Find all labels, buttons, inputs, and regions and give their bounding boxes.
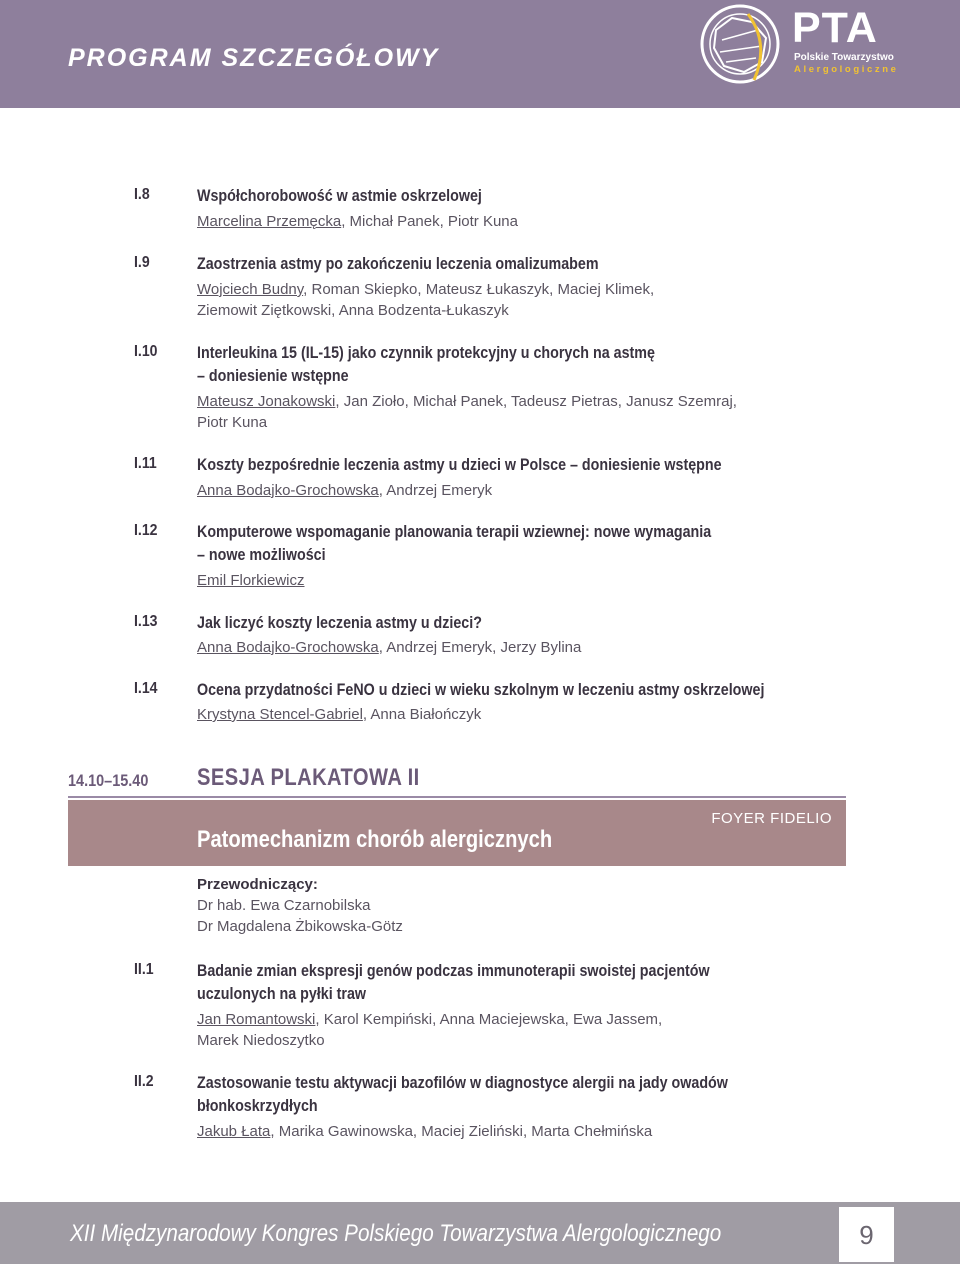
page-header bbox=[0, 0, 960, 108]
item-title: Ocena przydatności FeNO u dzieci w wieku szkolnym w leczeniu astmy oskrzelowej bbox=[197, 680, 765, 699]
footer-text: XII Międzynarodowy Kongres Polskiego Towarzystwa Alergologicznego bbox=[70, 1220, 722, 1247]
session-time: 14.10–15.40 bbox=[68, 771, 149, 790]
item-number: I.14 bbox=[134, 680, 158, 697]
item-authors: Anna Bodajko-Grochowska, Andrzej Emeryk bbox=[197, 482, 493, 499]
item-title: Jak liczyć koszty leczenia astmy u dzieci? bbox=[197, 613, 482, 632]
item-authors: Wojciech Budny, Roman Skiepko, Mateusz Łukaszyk, Maciej Klimek, Ziemowit Ziętkowski, Anna Bodzenta-Łukaszyk bbox=[197, 281, 655, 319]
item-title: Zaostrzenia astmy po zakończeniu leczenia omalizumabem bbox=[197, 254, 599, 273]
logo-abbr: PTA bbox=[792, 4, 878, 52]
item-authors: Anna Bodajko-Grochowska, Andrzej Emeryk, Jerzy Bylina bbox=[197, 639, 582, 656]
first-author: Anna Bodajko-Grochowska bbox=[197, 482, 379, 499]
chair-label: Przewodniczący: bbox=[197, 876, 318, 893]
pta-logo bbox=[696, 0, 906, 100]
item-number: I.11 bbox=[134, 455, 157, 472]
item-authors: Marcelina Przemęcka, Michał Panek, Piotr Kuna bbox=[197, 213, 518, 230]
item-title: Badanie zmian ekspresji genów podczas immunoterapii swoistej pacjentów uczulonych na pyłki traw bbox=[197, 961, 710, 1003]
item-authors: Mateusz Jonakowski, Jan Zioło, Michał Panek, Tadeusz Pietras, Janusz Szemraj, Piotr Kuna bbox=[197, 393, 737, 431]
item-number: I.12 bbox=[134, 522, 158, 539]
item-authors: Jakub Łata, Marika Gawinowska, Maciej Zieliński, Marta Chełmińska bbox=[197, 1123, 653, 1140]
page-number: 9 bbox=[859, 1220, 874, 1250]
item-authors: Jan Romantowski, Karol Kempiński, Anna Maciejewska, Ewa Jassem, Marek Niedoszytko bbox=[197, 1011, 663, 1049]
first-author: Emil Florkiewicz bbox=[197, 572, 305, 589]
pta-emblem-icon bbox=[696, 0, 784, 96]
first-author: Wojciech Budny bbox=[197, 281, 304, 298]
chair-name: Dr hab. Ewa Czarnobilska bbox=[197, 897, 371, 914]
page-footer bbox=[0, 1202, 960, 1264]
chair-name: Dr Magdalena Żbikowska-Götz bbox=[197, 918, 403, 935]
session-room: FOYER FIDELIO bbox=[711, 810, 832, 827]
item-title: Koszty bezpośrednie leczenia astmy u dzieci w Polsce – doniesienie wstępne bbox=[197, 455, 722, 474]
page-title: PROGRAM SZCZEGÓŁOWY bbox=[68, 44, 440, 72]
first-author: Marcelina Przemęcka bbox=[197, 213, 342, 230]
logo-line2: Alergologiczne bbox=[794, 64, 899, 75]
item-number: II.2 bbox=[134, 1073, 154, 1090]
item-number: I.8 bbox=[134, 186, 150, 203]
first-author: Jan Romantowski bbox=[197, 1011, 316, 1028]
logo-line1: Polskie Towarzystwo bbox=[794, 52, 894, 63]
session-band bbox=[68, 800, 846, 866]
session-divider bbox=[68, 796, 846, 798]
session-title: SESJA PLAKATOWA II bbox=[197, 764, 420, 791]
item-title: Komputerowe wspomaganie planowania terapii wziewnej: nowe wymagania – nowe możliwości bbox=[197, 522, 712, 564]
item-number: I.13 bbox=[134, 613, 158, 630]
item-authors bbox=[197, 570, 847, 591]
first-author: Jakub Łata bbox=[197, 1123, 271, 1140]
item-title: Zastosowanie testu aktywacji bazofilów w diagnostyce alergii na jady owadów błonkoskrzydłych bbox=[197, 1073, 728, 1115]
item-number: II.1 bbox=[134, 961, 154, 978]
item-title: Interleukina 15 (IL-15) jako czynnik protekcyjny u chorych na astmę – doniesienie wstępne bbox=[197, 343, 655, 385]
item-number: I.9 bbox=[134, 254, 150, 271]
page-number-box bbox=[839, 1207, 894, 1262]
first-author: Mateusz Jonakowski bbox=[197, 393, 336, 410]
first-author: Krystyna Stencel-Gabriel bbox=[197, 706, 363, 723]
first-author: Anna Bodajko-Grochowska bbox=[197, 639, 379, 656]
item-title: Współchorobowość w astmie oskrzelowej bbox=[197, 186, 482, 205]
item-authors: Krystyna Stencel-Gabriel, Anna Białończyk bbox=[197, 706, 482, 723]
session-subtitle: Patomechanizm chorób alergicznych bbox=[197, 826, 553, 853]
item-number: I.10 bbox=[134, 343, 158, 360]
